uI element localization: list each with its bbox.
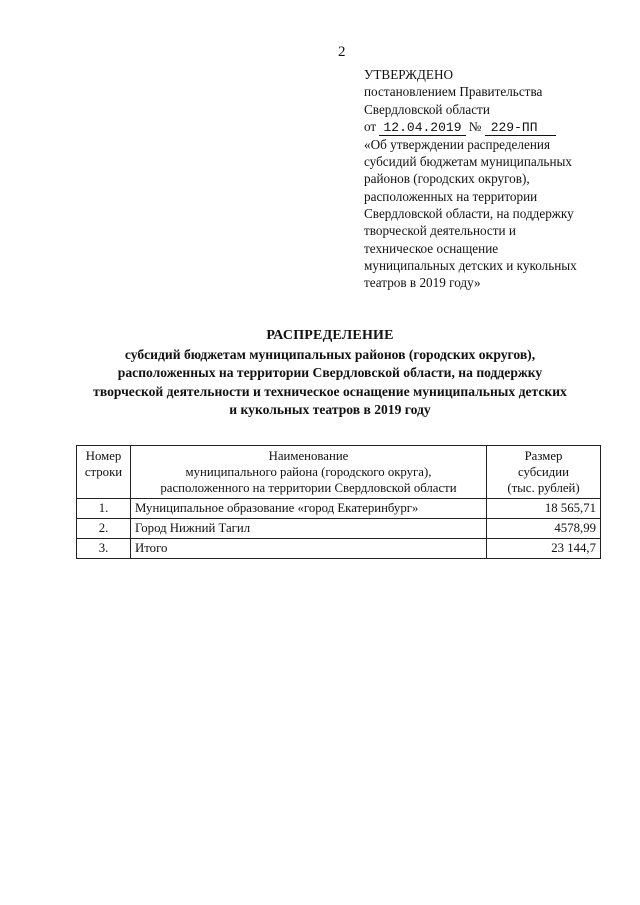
number-prefix: № xyxy=(468,118,482,134)
distribution-table xyxy=(76,445,601,559)
approval-number: 229-ПП xyxy=(485,121,556,136)
row-amount: 23 144,7 xyxy=(487,539,601,559)
header-subsidy-amount xyxy=(487,446,601,499)
row-name: Город Нижний Тагил xyxy=(131,519,487,539)
title-main: РАСПРЕДЕЛЕНИЕ xyxy=(266,328,394,343)
approval-quote-line: субсидий бюджетам муниципальных xyxy=(364,154,572,170)
approval-quote-line: расположенных на территории xyxy=(364,188,538,204)
header-text: (тыс. рублей) xyxy=(507,481,580,495)
title-line: творческой деятельности и техническое оснащение муниципальных детских xyxy=(93,383,567,399)
row-name: Муниципальное образование «город Екатеринбург» xyxy=(131,499,487,519)
date-prefix: от xyxy=(364,118,377,134)
approval-quote-line: техническое оснащение xyxy=(364,240,499,256)
header-row-number xyxy=(77,446,131,499)
approval-quote-line: районов (городских округов), xyxy=(364,171,530,187)
header-text: субсидии xyxy=(518,465,569,479)
title-line: расположенных на территории Свердловской области, на поддержку xyxy=(117,365,543,380)
approval-line: постановлением Правительства xyxy=(364,84,543,100)
approval-heading: УТВЕРЖДЕНО xyxy=(364,67,454,82)
document-title xyxy=(60,327,600,420)
row-amount: 4578,99 xyxy=(487,519,601,539)
table-row xyxy=(77,499,601,519)
header-municipality-name xyxy=(131,446,487,499)
approval-quote-line: муниципальных детских и кукольных xyxy=(364,257,577,273)
row-name: Итого xyxy=(131,539,487,559)
approval-quote-line: «Об утверждении распределения xyxy=(364,136,551,152)
header-text: Наименование xyxy=(268,449,349,463)
row-number: 3. xyxy=(77,539,131,559)
header-text: муниципального района (городского округа), xyxy=(185,465,432,479)
page-number: 2 xyxy=(338,44,346,60)
approval-line: Свердловской области xyxy=(364,101,490,117)
title-line: и кукольных театров в 2019 году xyxy=(229,402,431,417)
approval-date-line xyxy=(364,118,626,136)
approval-date: 12.04.2019 xyxy=(379,121,465,136)
row-amount: 18 565,71 xyxy=(487,499,601,519)
header-text: Номер xyxy=(85,449,122,463)
title-line: субсидий бюджетам муниципальных районов (городских округов), xyxy=(124,346,536,362)
approval-quote-line: театров в 2019 году» xyxy=(364,275,481,291)
header-text: Размер xyxy=(524,449,563,463)
table-row xyxy=(77,539,601,559)
approval-block xyxy=(364,66,626,292)
approval-quote-line: Свердловской области, на поддержку xyxy=(364,206,574,222)
header-text: расположенного на территории Свердловской области xyxy=(160,481,457,495)
row-number: 1. xyxy=(77,499,131,519)
table-header-row xyxy=(77,446,601,499)
table-row xyxy=(77,519,601,539)
row-number: 2. xyxy=(77,519,131,539)
approval-quote-line: творческой деятельности и xyxy=(364,223,516,239)
header-text: строки xyxy=(84,465,123,479)
